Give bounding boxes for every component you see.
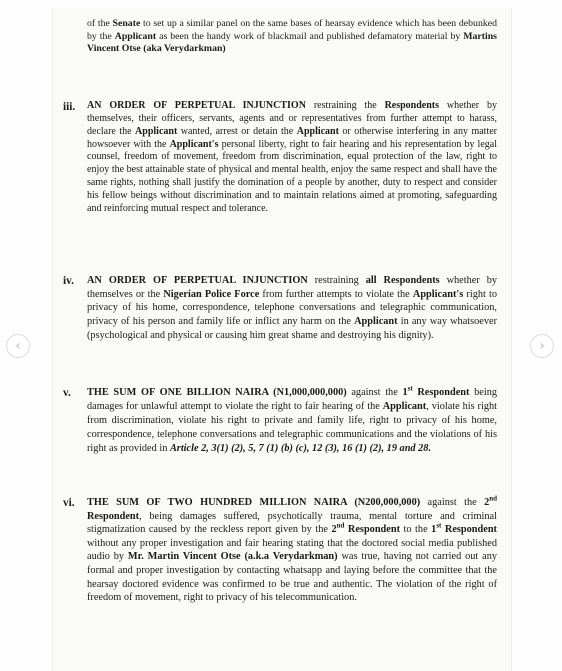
chevron-right-icon: ›	[539, 338, 545, 354]
document-page	[52, 8, 512, 671]
item-number: vi.	[63, 497, 75, 509]
item-text: THE SUM OF ONE BILLION NAIRA (N1,000,000,000) against the 1st Respondent being damages for unlawful attempt to violate the right to fair hearing of the Applicant, violate his right from discrimination, violate his right to private and family life, right to privacy of his home, correspondence, telephone conversations and telegraphic communications and the violations of his right as provided in Article 2, 3(1) (2), 5, 7 (1) (b) (c), 12 (3), 16 (1) (2), 19 and 28.	[87, 384, 498, 454]
item-number: iii.	[63, 101, 76, 113]
item-text: AN ORDER OF PERPETUAL INJUNCTION restraining the Respondents whether by themselves, their officers, servants, agents and or representatives from further attempt to harass, declare the Applicant wanted, arrest or detain the Applicant or otherwise interfering in any matter howsoever with the Applicant's personal liberty, right to fair hearing and his representation by legal counsel, freedom of movement, freedom from discrimination, equal protection of the law, right to enjoy the best attainable state of physical and mental health, enjoy the same respect and shall have the same rights, nothing shall justify the domination of a people by another, duty to respect and consider his fellow beings without discrimination and to maintain relations aimed at promoting, safeguarding and reinforcing mutual respect and tolerance.	[87, 100, 497, 214]
previous-page-button[interactable]	[6, 334, 30, 358]
item-text: THE SUM OF TWO HUNDRED MILLION NAIRA (N200,000,000) against the 2nd Respondent, being damages suffered, psychotically trauma, mental torture and criminal stigmatization caused by the reckless report given by the 2nd Respondent to the 1st Respondent without any proper investigation and fair hearing stating that the doctored social media published audio by Mr. Martin Vincent Otse (a.k.a Verydarkman) was true, having not carried out any formal and proper investigation by contacting whatsapp and laying before the committee that the hearsay doctored evidence was confirmed to be true and authentic. The violation of the right of freedom of movement, right to privacy of his telecommunication.	[87, 494, 498, 604]
next-page-button[interactable]	[530, 334, 554, 358]
item-number: iv.	[63, 275, 74, 287]
item-text: AN ORDER OF PERPETUAL INJUNCTION restraining all Respondents whether by themselves or the Nigerian Police Force from further attempts to violate the Applicant's right to privacy of his home, correspondence, telephone conversations and telegraphic communication, privacy of his person and family life or inflict any harm on the Applicant in any way whatsoever (psychological and physical or causing him great shame and destroying his dignity).	[87, 275, 498, 341]
item-number: v.	[63, 387, 71, 399]
chevron-left-icon: ‹	[15, 338, 21, 354]
intro-text: of the Senate to set up a similar panel on the same bases of hearsay evidence which has been debunked by the Applicant as been the handy work of blackmail and published defamatory material by Martins Vincent Otse (aka Verydarkman)	[87, 18, 497, 55]
